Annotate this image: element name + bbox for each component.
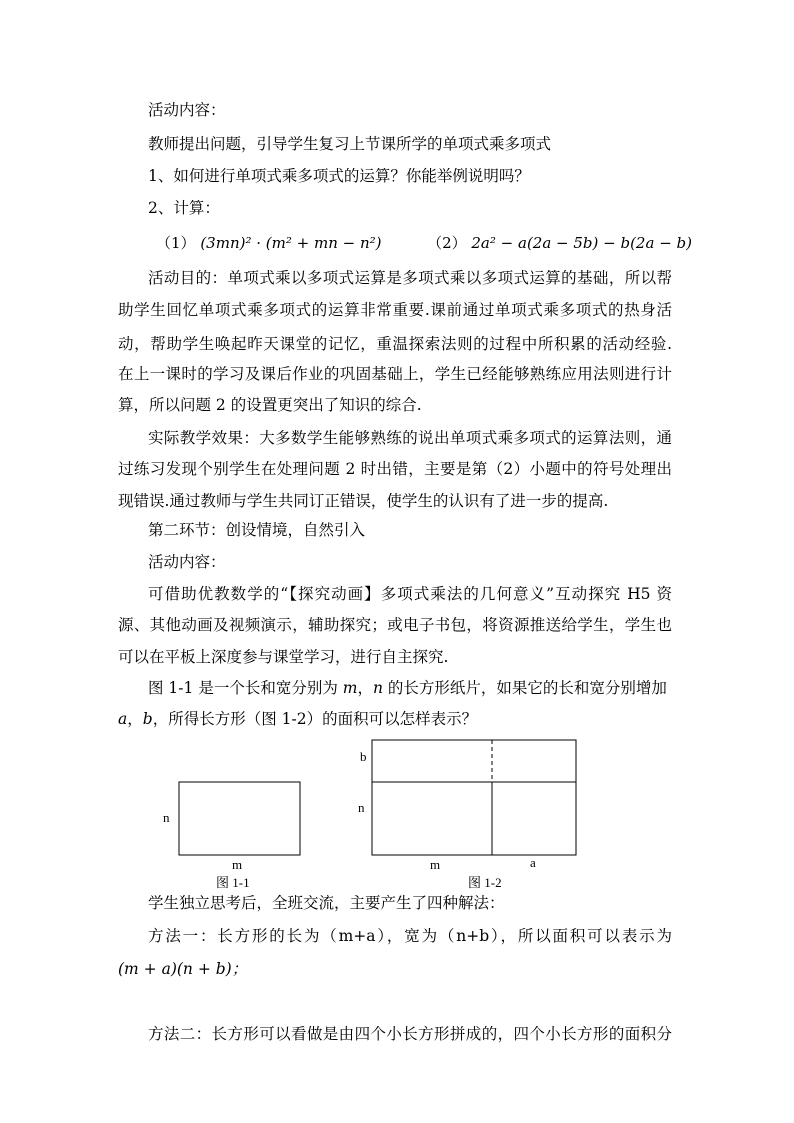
section-2-heading: 第二环节：创设情境，自然引入	[148, 521, 366, 539]
figure-question-text: 的长方形纸片，如果它的长和宽分别增加	[382, 679, 667, 697]
var-n: n	[372, 679, 383, 697]
goal-line-1: 活动目的：单项式乘以多项式运算是多项式乘以多项式运算的基础，所以帮	[148, 269, 672, 287]
fig1-caption: 图 1-1	[216, 875, 250, 890]
expr-2: 2a² − a(2a − 5b) − b(2a − b)	[471, 234, 692, 252]
fig2-label-b: b	[360, 749, 367, 764]
separator: ，	[357, 679, 373, 697]
goal-line-2: 助学生回忆单项式乘多项式的运算非常重要.课前通过单项式乘多项式的热身活	[118, 301, 672, 319]
method-2-line-1: 方法二：长方形可以看做是由四个小长方形拼成的，四个小长方形的面积分	[148, 1025, 672, 1043]
fig2-caption: 图 1-2	[468, 875, 502, 890]
resource-line-3: 可以在平板上深度参与课堂学习，进行自主探究.	[118, 648, 449, 666]
var-b: b	[142, 710, 153, 728]
resource-line-1: 可借助优教数学的“【探究动画】多项式乘法的几何意义”互动探究 H5 资	[148, 585, 672, 603]
separator: ，	[127, 710, 143, 728]
figure-question-text: 图 1-1 是一个长和宽分别为	[148, 679, 343, 697]
fig1-side-label: n	[163, 810, 170, 825]
expr-1-label: （1）	[156, 234, 196, 252]
var-m: m	[342, 679, 358, 697]
discussion-line: 学生独立思考后，全班交流，主要产生了四种解法：	[148, 894, 505, 912]
activity-content-heading: 活动内容：	[148, 101, 226, 119]
fig2-label-n: n	[358, 800, 365, 815]
effect-line-2: 过练习发现个别学生在处理问题 2 时出错，主要是第（2）小题中的符号处理出	[118, 460, 672, 478]
goal-line-4: 在上一课时的学习及课后作业的巩固基础上，学生已经能够熟练应用法则进行计	[118, 365, 672, 383]
var-a: a	[118, 710, 128, 728]
resource-line-2: 源、其他动画及视频演示，辅助探究；或电子书包，将资源推送给学生，学生也	[118, 616, 672, 634]
question-2: 2、计算：	[148, 199, 220, 217]
fig1-bottom-label: m	[232, 857, 243, 872]
fig2-label-m: m	[430, 857, 441, 872]
effect-line-3: 现错误.通过教师与学生共同订正错误，使学生的认识有了进一步的提高.	[118, 492, 609, 510]
question-1: 1、如何进行单项式乘多项式的运算？你能举例说明吗？	[148, 167, 530, 185]
teacher-question: 教师提出问题，引导学生复习上节课所学的单项式乘多项式	[148, 135, 552, 153]
goal-line-3: 动，帮助学生唤起昨天课堂的记忆，重温探索法则的过程中所积累的活动经验.	[118, 335, 672, 353]
expr-2-label: （2）	[427, 234, 467, 252]
method-1-expression	[118, 959, 247, 979]
method-1-expr: (m + a)(n + b)；	[118, 960, 248, 978]
goal-line-5: 算，所以问题 2 的设置更突出了知识的综合.	[118, 396, 422, 414]
expr-1: (3mn)² · (m² + mn − n²)	[200, 234, 382, 252]
effect-line-1: 实际教学效果：大多数学生能够熟练的说出单项式乘多项式的运算法则，通	[148, 429, 672, 447]
figure-question-text: ，所得长方形（图 1-2）的面积可以怎样表示？	[152, 710, 478, 728]
method-1-line-1: 方法一：长方形的长为（m+a），宽为（n+b），所以面积可以表示为	[148, 927, 672, 945]
activity-content-heading-2: 活动内容：	[148, 553, 226, 571]
fig2-label-a: a	[530, 855, 536, 870]
